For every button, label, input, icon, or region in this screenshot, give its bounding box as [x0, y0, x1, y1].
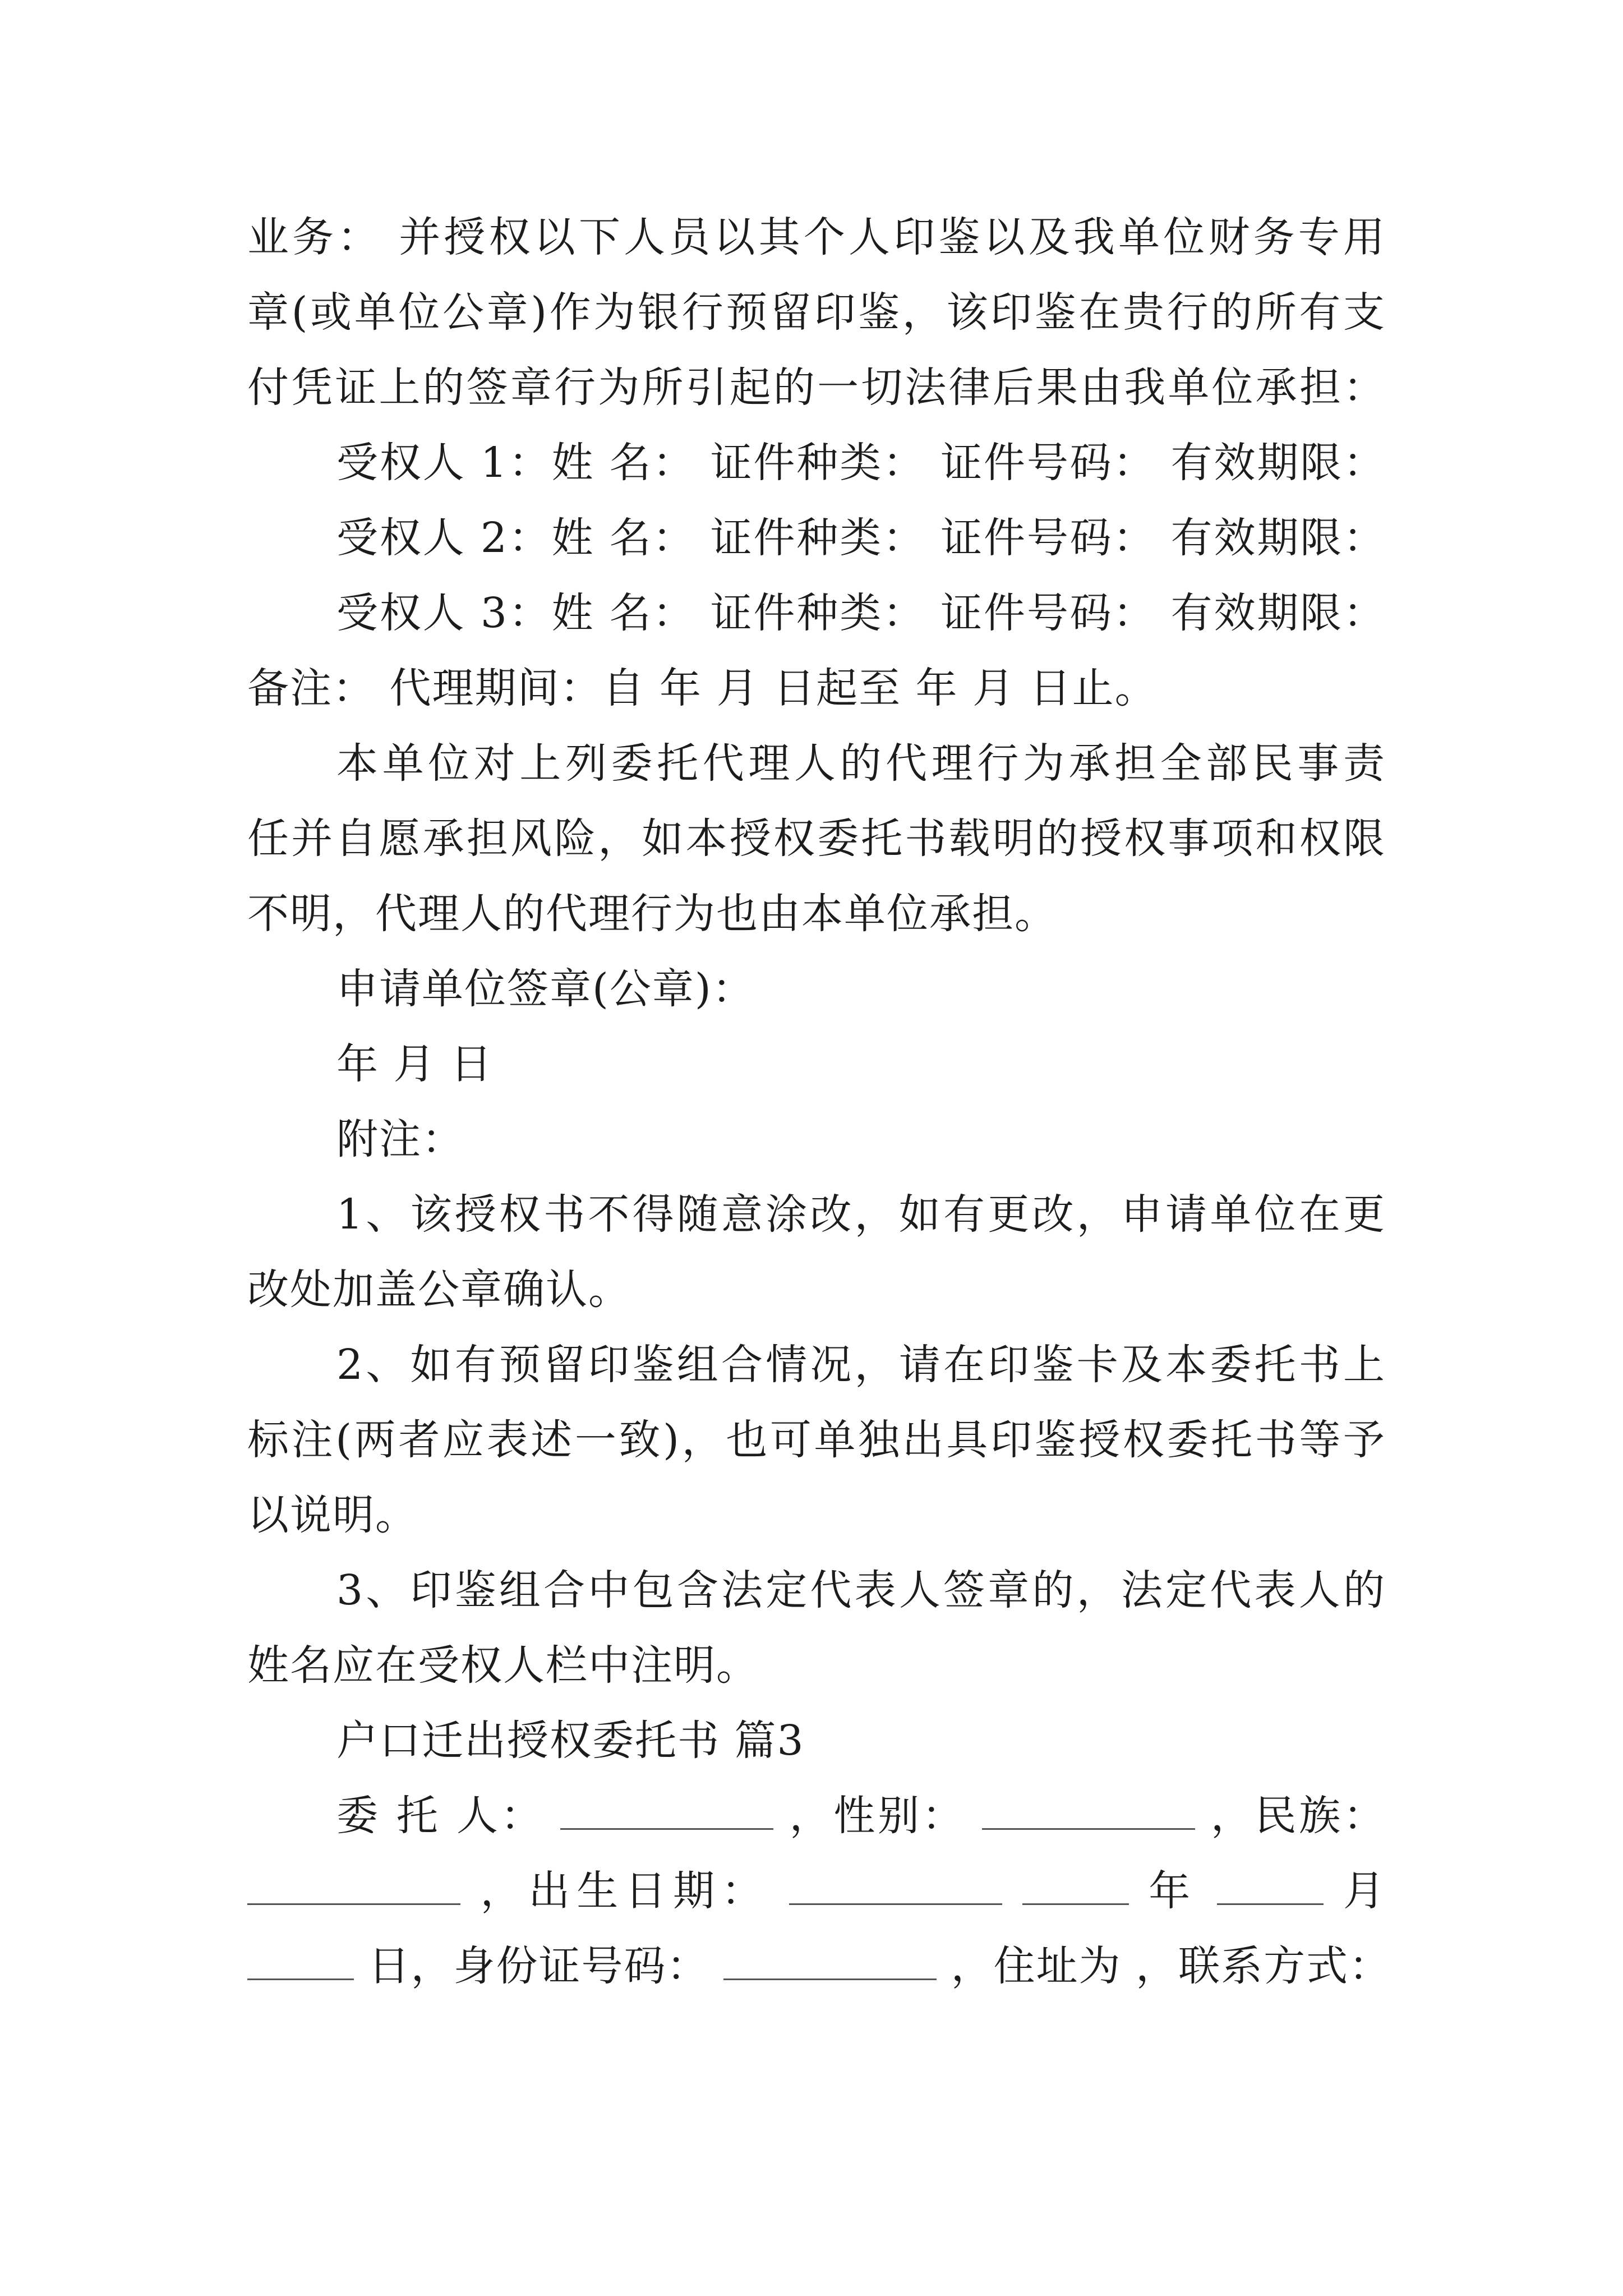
remarks-line: 备注： 代理期间：自 年 月 日起至 年 月 日止。 — [247, 664, 1158, 712]
note-item-continued: 改处加盖公章确认。 — [247, 1266, 631, 1314]
signature-label: 申请单位签章(公章)： — [336, 965, 755, 1013]
paragraph-line: 不明，代理人的代理行为也由本单位承担。 — [247, 890, 1057, 938]
paragraph-line: 本单位对上列委托代理人的代理行为承担全部民事责 — [336, 739, 1386, 788]
principal-label: 委 托 人： — [336, 1792, 545, 1840]
id-number-label: 日，身份证号码： — [368, 1942, 709, 1990]
address-contact-label: ，住址为 ，联系方式： — [951, 1942, 1392, 1990]
ethnicity-label: ，民族： — [1210, 1792, 1386, 1840]
note-item: 3、印鉴组合中包含法定代表人签章的，法定代表人的 — [336, 1566, 1386, 1614]
id-number-blank[interactable] — [723, 1939, 937, 1980]
form-line-birth — [247, 1863, 1386, 1919]
birth-month-blank[interactable] — [1217, 1864, 1324, 1905]
section-heading: 户口迁出授权委托书 篇3 — [336, 1717, 805, 1765]
form-line-id — [247, 1938, 1392, 1994]
grantee-3-line: 受权人 3：姓 名： 证件种类： 证件号码： 有效期限： — [336, 589, 1386, 637]
paragraph-line: 付凭证上的签章行为所引起的一切法律后果由我单位承担： — [247, 364, 1386, 412]
gender-blank[interactable] — [982, 1789, 1195, 1830]
year-label: 年 — [1149, 1867, 1197, 1915]
birth-day-blank[interactable] — [247, 1939, 354, 1980]
note-item-continued: 标注(两者应表述一致)，也可单独出具印鉴授权委托书等予 — [247, 1416, 1386, 1464]
gender-label: ，性别： — [789, 1792, 966, 1840]
principal-name-blank[interactable] — [560, 1789, 773, 1830]
date-line: 年 月 日 — [336, 1040, 494, 1088]
birth-date-label: ，出生日期： — [480, 1867, 769, 1915]
grantee-2-line: 受权人 2：姓 名： 证件种类： 证件号码： 有效期限： — [336, 514, 1386, 562]
paragraph-line: 章(或单位公章)作为银行预留印鉴，该印鉴在贵行的所有支 — [247, 288, 1386, 337]
notes-heading: 附注： — [336, 1115, 464, 1163]
note-item: 2、如有预留印鉴组合情况，请在印鉴卡及本委托书上 — [336, 1341, 1386, 1389]
ethnicity-blank[interactable] — [247, 1864, 460, 1905]
month-label: 月 — [1343, 1867, 1386, 1915]
grantee-1-line: 受权人 1：姓 名： 证件种类： 证件号码： 有效期限： — [336, 439, 1386, 487]
paragraph-line: 任并自愿承担风险，如本授权委托书载明的授权事项和权限 — [247, 815, 1386, 863]
form-line-principal — [336, 1788, 1386, 1844]
note-item-continued: 以说明。 — [247, 1491, 418, 1539]
note-item-continued: 姓名应在受权人栏中注明。 — [247, 1641, 759, 1690]
note-item: 1、该授权书不得随意涂改，如有更改，申请单位在更 — [336, 1190, 1386, 1239]
paragraph-line: 业务： 并授权以下人员以其个人印鉴以及我单位财务专用 — [247, 213, 1386, 261]
birth-year-blank-2[interactable] — [1022, 1864, 1129, 1905]
birth-year-blank[interactable] — [789, 1864, 1002, 1905]
